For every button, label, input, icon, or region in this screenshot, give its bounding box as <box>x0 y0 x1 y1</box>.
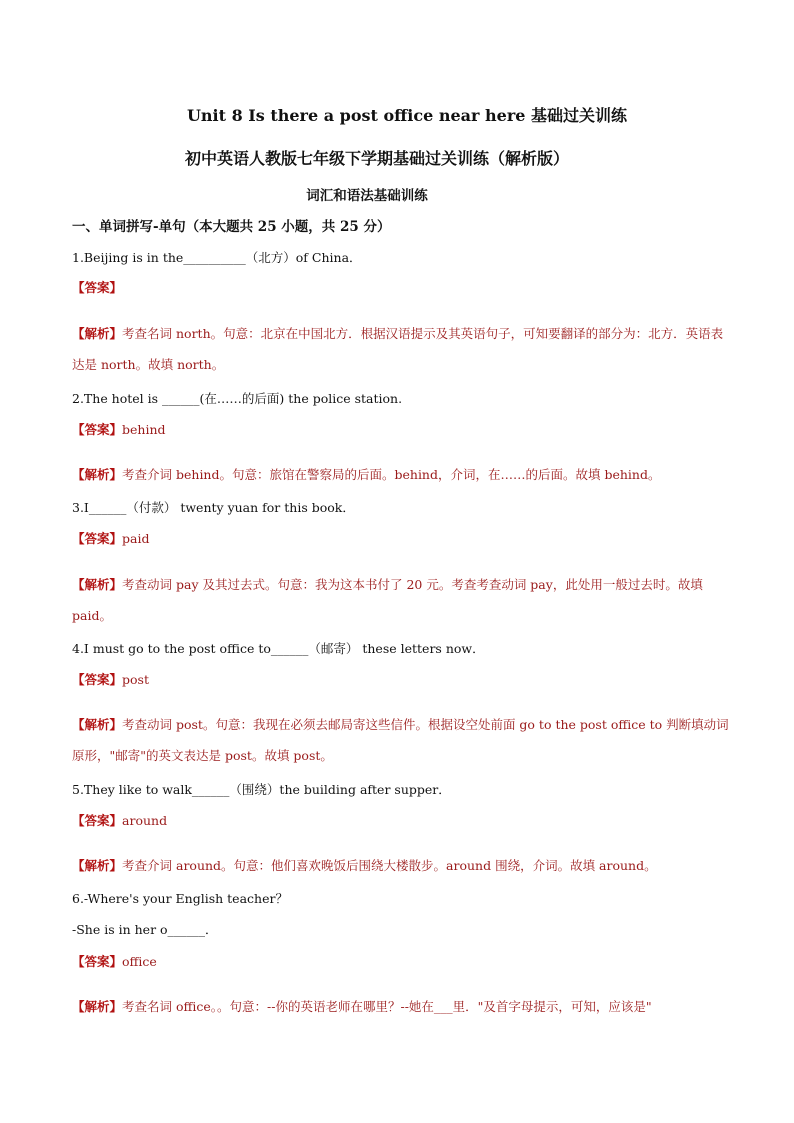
analysis-2 <box>72 459 732 490</box>
answer-text: behind <box>122 422 166 437</box>
answer-1 <box>72 278 122 296</box>
question-1: 1.Beijing is in the__________（北方）of China． <box>72 250 362 265</box>
answer-label: 【答案】 <box>72 531 123 546</box>
analysis-label: 【解析】 <box>72 467 123 482</box>
analysis-label: 【解析】 <box>72 326 123 341</box>
answer-text: office <box>122 954 157 969</box>
analysis-text: 考查介词 around。句意：他们喜欢晚饭后围绕大楼散步。around 围绕，介词。故填 around。 <box>122 858 657 873</box>
document-title: Unit 8 Is there a post office near here 基础过关训练 <box>186 106 628 125</box>
question-6: 6.-Where's your English teacher？ <box>72 891 288 906</box>
analysis-label: 【解析】 <box>72 999 123 1014</box>
answer-label: 【答案】 <box>72 280 123 295</box>
answer-label: 【答案】 <box>72 954 123 969</box>
question-5: 5.They like to walk______（围绕）the building after supper． <box>72 782 451 797</box>
question-6-line-2: -She is in her o______． <box>72 922 218 937</box>
analysis-label: 【解析】 <box>72 858 123 873</box>
question-3: 3.I______（付款） twenty yuan for this book． <box>72 500 355 515</box>
analysis-3 <box>72 569 732 631</box>
analysis-4 <box>72 709 732 771</box>
question-4: 4.I must go to the post office to______（邮寄） these letters now． <box>72 641 485 656</box>
analysis-text: 考查名词 north。句意：北京在中国北方．根据汉语提示及其英语句子，可知要翻译的部分为：北方．英语表达是 north。故填 north。 <box>72 326 724 372</box>
analysis-text: 考查名词 office。。句意：--你的英语老师在哪里？--她在___里．"及首字母提示，可知，应该是" <box>122 999 652 1014</box>
analysis-5 <box>72 850 732 881</box>
analysis-text: 考查介词 behind。句意：旅馆在警察局的后面。behind，介词，在……的后面。故填 behind。 <box>122 467 661 482</box>
section-heading: 词汇和语法基础训练 <box>306 188 428 204</box>
answer-label: 【答案】 <box>72 813 123 828</box>
answer-3 <box>72 529 149 547</box>
answer-text: post <box>122 672 149 687</box>
analysis-6 <box>72 991 732 1022</box>
answer-text: around <box>122 813 168 828</box>
answer-4 <box>72 670 149 688</box>
answer-label: 【答案】 <box>72 422 123 437</box>
answer-6 <box>72 952 157 970</box>
answer-2 <box>72 420 166 438</box>
answer-5 <box>72 811 167 829</box>
analysis-text: 考查动词 post。句意：我现在必须去邮局寄这些信件。根据设空处前面 go to the post office to 判断填动词原形，"邮寄"的英文表达是 post。故填 post。 <box>72 717 729 763</box>
analysis-label: 【解析】 <box>72 577 123 592</box>
answer-label: 【答案】 <box>72 672 123 687</box>
analysis-1 <box>72 318 732 380</box>
analysis-text: 考查动词 pay 及其过去式。句意：我为这本书付了 20 元。考查考查动词 pay，此处用一般过去时。故填 paid。 <box>72 577 703 623</box>
section-title: 一、单词拼写-单句（本大题共 25 小题，共 25 分） <box>72 219 391 235</box>
document-subtitle: 初中英语人教版七年级下学期基础过关训练（解析版） <box>184 149 569 168</box>
question-2: 2.The hotel is ______(在……的后面) the police station. <box>72 391 403 406</box>
analysis-label: 【解析】 <box>72 717 123 732</box>
answer-text: paid <box>122 531 150 546</box>
